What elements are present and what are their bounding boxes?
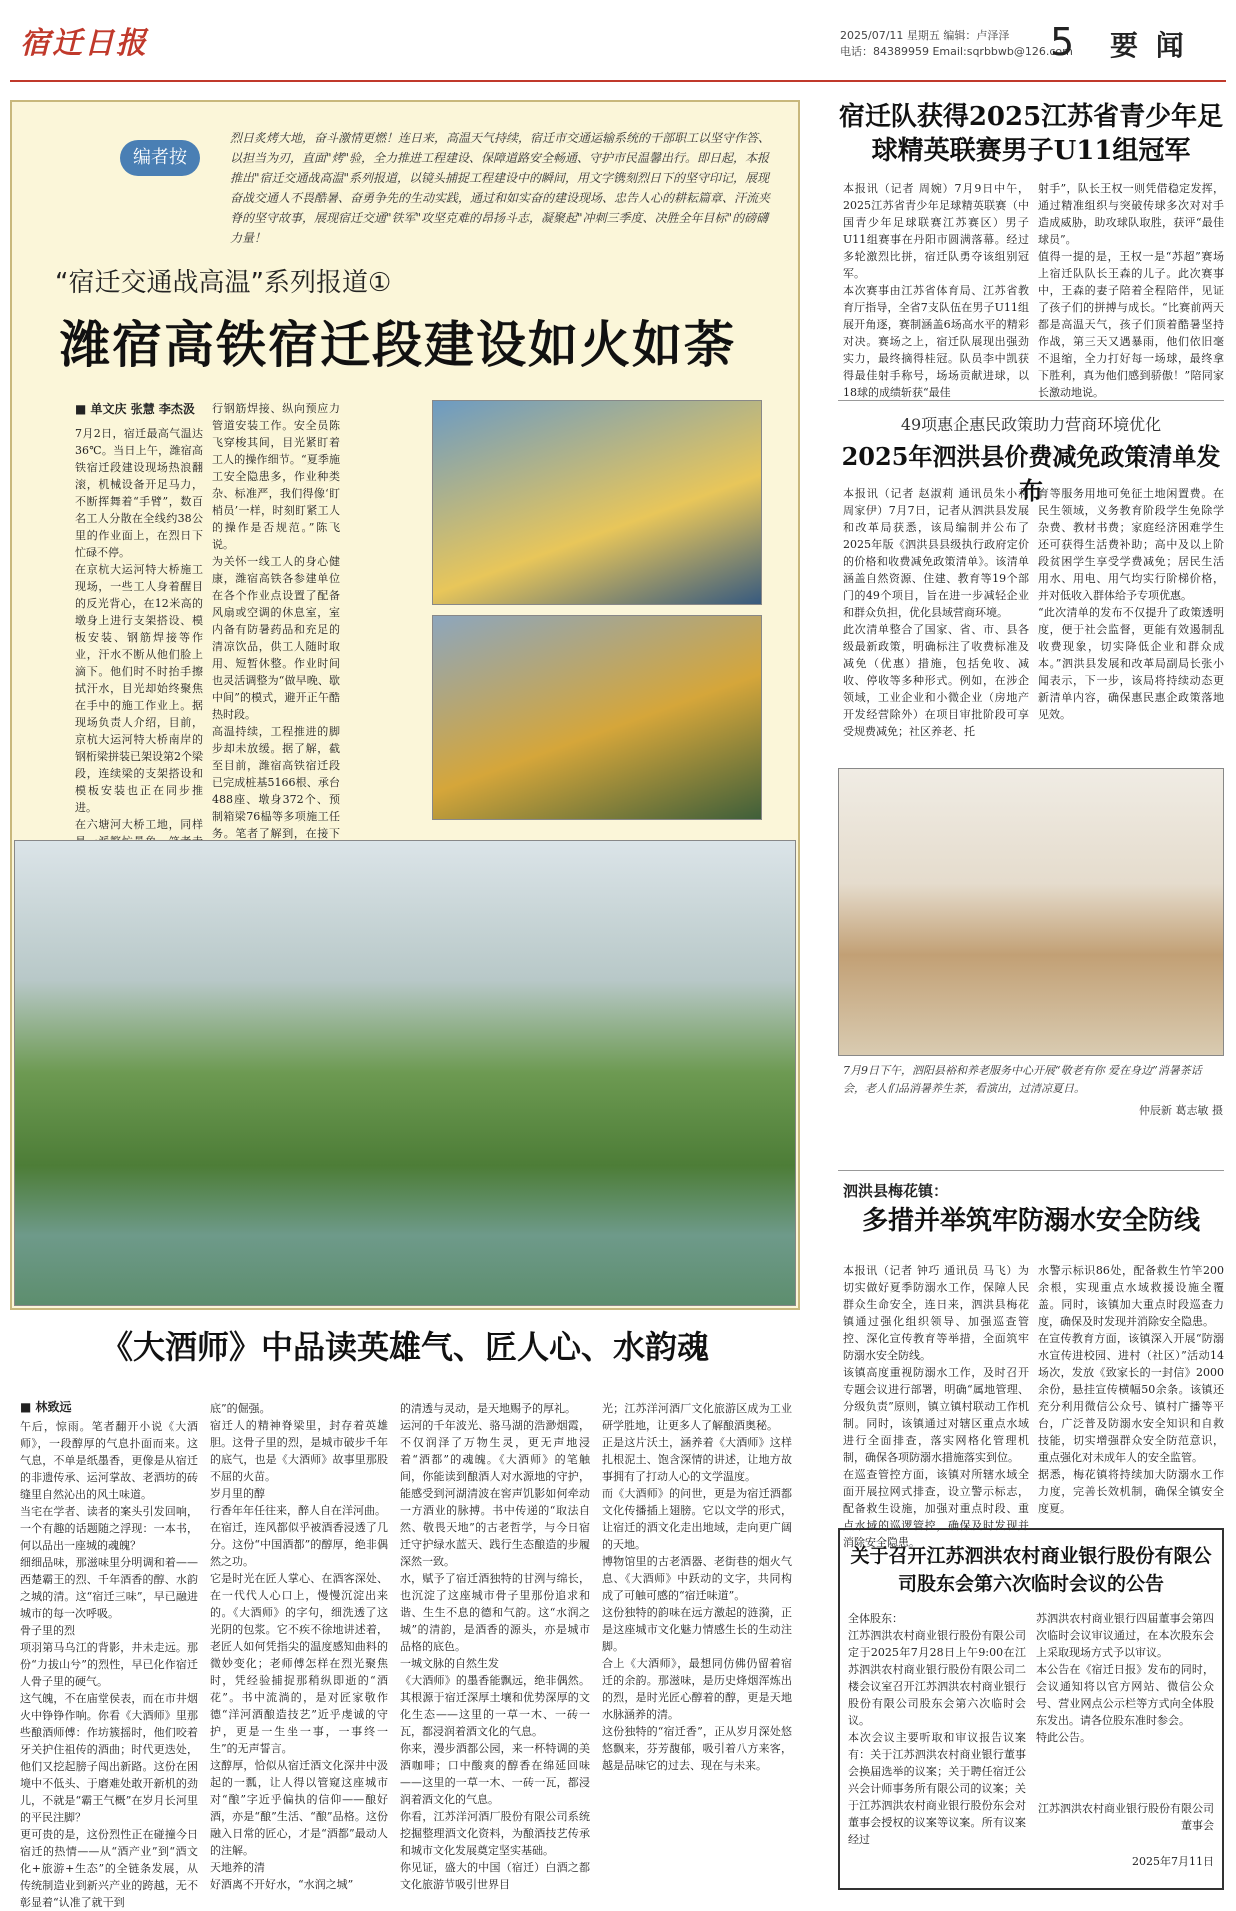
policy-headline: 2025年泗洪县价费减免政策清单发布 <box>841 442 1221 505</box>
culture-col4: 光；江苏洋河酒厂文化旅游区成为工业研学胜地，让更多人了解酿酒奥秘。 正是这片沃土，涵养着《大酒师》这样扎根泥土、饱含深情的讲述，让地方故事拥有了打动人心的文学温度。 而《大酒师》的问世，更是为宿迁酒都文化传播插上翅膀。它以文学的形式，让宿迁的酒文化走出地域，走向更广阔的天地。 博物馆里的古老酒器、老街巷的烟火气息、《大酒师》中跃动的文字，共同构成了可触可感的“宿迁味道”。 这份独特的韵味在远方激起的涟漪，正是这座城市文化魅力情感生长的生动注脚。 合上《大酒师》，最想同仿佛仍留着宿迁的余韵。那滋味，是历史烽烟浑炼出的烈，是时光匠心醇着的醇，更是天地水脉涵养的清。 这份独特的“宿迁香”，正从岁月深处悠悠飘来，芬芳馥郁，吸引着八方来客，越是品味它的过去、现在与未来。 <box>602 1402 792 1772</box>
flood-col1: 本报讯（记者 钟巧 通讯员 马飞）为切实做好夏季防溺水工作，保障人民群众生命安全，连日来，泗洪县梅花镇通过强化组织领导、加强巡查管控、深化宣传教育等举措，全面筑牢防溺水安全防线。 该镇高度重视防溺水工作，及时召开专题会议进行部署，明确“属地管理、分级负责”原则，镇立镇村联动工作机制。同时，该镇通过对辖区重点水域进行全面排查，落实网格化管理机制，确保各项防溺水措施落实到位。 在巡查管控方面，该镇对所辖水域全面开展拉网式排查，设立警示标志，配备救生设施，加强对重点时段、重点水域的巡逻管控，确保及时发现并消除安全隐患。 <box>843 1264 1029 1549</box>
series-title: “宿迁交通战高温”系列报道① <box>55 268 392 298</box>
section-label: 要 闻 <box>1110 29 1188 62</box>
editor-note: 烈日炙烤大地，奋斗激情更燃！连日来，高温天气持续，宿迁市交通运输系统的干部职工以坚守作答、以担当为刃，直面"烤"验，全力推进工程建设、保障道路安全畅通、守护市民温馨出行。即日起，本报推出"宿迁交通战高温"系列报道，以镜头捕捉工程建设中的瞬间，用文字镌刻烈日下的坚守印记，展现奋战交通人不畏酷暑、奋勇争先的生动实践，通过和如实奋的建设现场、忠告人心的耕耘篇章、汗流夹脊的坚守故事，展现宿迁交通"铁军"攻坚克难的昂扬斗志，凝聚起"冲刺三季度、决胜全年目标"的磅礴力量！ <box>230 131 771 245</box>
construction-site-photo <box>14 840 796 1306</box>
policy-kicker: 49项惠企惠民政策助力营商环境优化 <box>900 415 1162 434</box>
policy-col1: 本报讯（记者 赵淑莉 通讯员朱小利 周家伊）7月7日，记者从泗洪县发展和改革局获悉，该局编制并公布了2025年版《泗洪县县级执行政府定价的价格和收费减免政策清单》。该清单涵盖自然资源、住建、教育等19个部门的49个项目，旨在进一步减轻企业和群众负担，优化县域营商环境。 此次清单整合了国家、省、市、县各级最新政策，明确标注了收费标准及减免（优惠）措施，包括免收、减收、停收等多种形式。例如，在涉企领域，工业企业和小微企业（房地产开发经营除外）在项目审批阶段可享受规费减免；社区养老、托 <box>843 487 1029 738</box>
culture-col2: 底”的倔强。 宿迁人的精神脊梁里，封存着英雄胆。这骨子里的烈，是城市破步千年的底气，也是《大酒师》故事里那股不屈的火苗。 岁月里的醇 行香年年任往来，醉人自在洋河曲。 在宿迁，连风都似乎被酒香浸透了几分。这份“中国酒都”的醇厚，绝非偶然之功。 它是时光在匠人掌心、在酒客深处、在一代代人心口上，慢慢沉淀出来的。《大酒师》的字句，细洗透了这光阴的包浆。它不疾不徐地讲述着，老匠人如何凭指尖的温度感知曲料的微妙变化；老师傅怎样在烈光聚焦时，凭经验捕捉那稍纵即逝的“酒花”。书中流淌的，是对匠家敬作德“洋河酒酿造技艺”近乎虔诚的守护，更是一生坐一事，一事终一生”的无声誓言。 这醇厚，恰似从宿迁酒文化深井中汲起的一瓢，让人得以管窥这座城市对“酿”字近乎偏执的信仰——酿好酒，亦是“酿”生活、“酿”品格。这份融入日常的匠心，才是“酒都”最动人的注解。 天地养的清 好酒离不开好水，“水润之城” <box>210 1402 388 1891</box>
masthead-title: 宿迁日报 <box>20 26 148 61</box>
feature-headline: 潍宿高铁宿迁段建设如火如荼 <box>60 316 736 374</box>
feature-col2: 行钢筋焊接、纵向预应力管道安装工作。安全员陈飞穿梭其间，目光紧盯着工人的操作细节。“夏季施工安全隐患多，作业种类杂、标准严，我们得像‘盯梢员’一样，时刻盯紧工人的操作是否规范。”陈飞说。 为关怀一线工人的身心健康，潍宿高铁各参建单位在各个作业点设置了配备风扇或空调的休息室，室内备有防暑药品和充足的清凉饮品，供工人随时取用、短暂休整。作业时间也灵活调整为“做早晚、歇中间”的模式，避开正午酷热时段。 高温持续，工程推进的脚步却未放缓。据了解，截至目前，潍宿高铁宿迁段已完成桩基5166根、承台488座、墩身372个、预制箱梁76榀等多项施工任务。笔者了解到，在接下 <box>212 402 340 840</box>
tea-party-photo <box>838 768 1224 1056</box>
notice-signer: 江苏泗洪农村商业银行股份有限公司董事会 <box>1038 1802 1214 1832</box>
notice-col2: 苏泗洪农村商业银行四届董事会第四次临时会议审议通过，在本次股东会上采取现场方式予以审议。 本公告在《宿迁日报》发布的同时，会议通知将以官方网站、微信公众号、营业网点公示栏等方式向全体股东发出。请各位股东准时参会。 特此公告。 <box>1036 1612 1214 1744</box>
culture-col1: 午后，惊雨。笔者翻开小说《大酒师》，一段醇厚的气息扑面而来。这气息，不单是纸墨香，更像是从宿迁的非遗传承、运河掌故、老酒坊的砖缝里自然沁出的风土味道。 当宅在学者、读者的案头引发回响，一个有趣的话题随之浮现：一本书，何以品出一座城的魂魄？ 细细品味，那滋味里分明调和着——西楚霸王的烈、千年酒香的醇、水韵之城的清。这“宿迁三味”，早已融进城市的每一次呼吸。 骨子里的烈 项羽第马乌江的背影，井未走远。那份“力拔山兮”的烈性，早已化作宿迁人骨子里的硬气。 这气魄，不在庙堂侯表，而在市井烟火中铮铮作响。你看《大酒师》里那些酿酒师傅：作坊簇摇时，他们咬着牙关护住祖传的酒曲；时代更迭处，他们又挖起膀子闯出新路。这份在困境中不低头、于磨难处敢开新机的劲儿，不就是“霸王气概”在岁月长河里的平民注脚？ 更可贵的是，这份烈性正在碰撞今日宿迁的热情——从“酒产业”到“酒文化+旅游+生态”的全链条发展，从传统制造业到新兴产业的跨越，无不彰显着“认准了就干到 <box>20 1420 198 1909</box>
notice-col1: 全体股东： 江苏泗洪农村商业银行股份有限公司定于2025年7月28日上午9:00在江苏泗洪农村商业银行股份有限公司二楼会议室召开江苏泗洪农村商业银行股份有限公司股东会第六次临时会议。 本次会议主要听取和审议报告议案有：关于江苏泗洪农村商业银行董事会换届选举的议案；关于聘任宿迁公兴会计师事务所有限公司的议案；关于江苏泗洪农村商业银行股份东会对董事会授权的议案等议案。所有议案经过 <box>848 1612 1026 1846</box>
flood-col2: 水警示标识86处，配备救生竹竿200余根，实现重点水域救援设施全覆盖。同时，该镇加大重点时段巡查力度，确保及时发现并消除安全隐患。 在宣传教育方面，该镇深入开展“防溺水宣传进校园、进村（社区）”活动14场次，发放《致家长的一封信》2000余份，悬挂宣传横幅50余条。该镇还充分利用微信公众号、镇村广播等平台，广泛普及防溺水安全知识和自救技能，切实增强群众安全防范意识，重点强化对未成年人的安全监管。 据悉，梅花镇将持续加大防溺水工作力度，完善长效机制，确保全镇安全度夏。 <box>1038 1264 1224 1515</box>
policy-col2: 育等服务用地可免征土地闲置费。在民生领域，义务教育阶段学生免除学杂费、教材书费；家庭经济困难学生还可获得生活费补助；高中及以上阶段贫困学生享受学费减免；居民生活用水、用电、用气均实行阶梯价格，并对低收入群体给予专项优惠。 “此次清单的发布不仅提升了政策透明度，便于社会监督，更能有效遏制乱收费现象，切实降低企业和群众成本。”泗洪县发展和改革局副局长张小闻表示，下一步，该局将持续动态更新清单内容，确保惠民惠企政策落地见效。 <box>1038 487 1224 721</box>
flood-kicker: 泗洪县梅花镇： <box>843 1182 949 1200</box>
photo-credit: 仲辰新 葛志敏 摄 <box>1139 1104 1223 1117</box>
football-headline: 宿迁队获得2025江苏省青少年足球精英联赛男子U11组冠军 <box>838 102 1224 166</box>
culture-col3: 的清透与灵动，是天地赐予的厚礼。 运河的千年波光、骆马湖的浩渺烟霞，不仅润泽了万物生灵，更无声地浸着“酒都”的魂魄。《大酒师》的笔触间，你能读到酿酒人对水源地的守护，能感受到河湖清波在窖声饥影如何牵动一方酒业的脉搏。书中传递的“取法自然、敬畏天地”的古老哲学，与今日宿迁守护绿水蓝天、践行生态酿造的步履深然一致。 水，赋予了宿迁酒独特的甘洌与绵长，也沉淀了这座城市骨子里那份追求和谐、生生不息的德和气韵。这“水润之城”的清韵，是酒香的源头，亦是城市品格的底色。 一城文脉的自然生发 《大酒师》的墨香能飘远，绝非偶然。其根源于宿迁深厚土壤和优势深厚的文化生态——这里的一草一木、一砖一瓦，都浸润着酒文化的气息。 你来，漫步酒都公园，来一杯特调的美酒咖啡；口中酸爽的醇香在绵延回味——这里的一草一木、一砖一瓦，都浸润着酒文化的气息。 你看，江苏洋河酒厂股份有限公司系统挖掘整理酒文化资料，为酿酒技艺传承和城市文化发展奠定坚实基础。 你见证，盛大的中国（宿迁）白酒之都文化旅游节吸引世界目 <box>400 1402 590 1891</box>
culture-headline: 《大酒师》中品读英雄气、匠人心、水韵魂 <box>100 1328 709 1366</box>
contact-line: 电话：84389959 Email:sqrbbwb@126.com <box>840 45 1073 58</box>
flood-headline: 多措并举筑牢防溺水安全防线 <box>861 1206 1200 1236</box>
masthead-info <box>840 28 1073 60</box>
top-rule <box>10 80 1226 82</box>
football-col1: 本报讯（记者 周婉）7月9日中午，2025江苏省青少年足球精英联赛（中国青少年足球联赛江苏赛区）男子U11组赛事在丹阳市圆满落幕。经过多轮激烈比拼，宿迁队勇夺该组别冠军。 本次赛事由江苏省体育局、江苏省教育厅指导，全省7支队伍在男子U11组展开角逐，赛制涵盖6场高水平的精彩对决。赛场之上，宿迁队展现出强劲实力，最终摘得桂冠。队员李中凯获得最佳射手称号，场场贡献进球，以18球的成绩斩获“最佳 <box>843 182 1029 399</box>
divider <box>838 400 1224 401</box>
crane-photo <box>432 615 762 820</box>
worker-photo <box>432 400 762 605</box>
date-line: 2025/07/11 星期五 编辑：卢泽泽 <box>840 29 1010 42</box>
photo-caption: 7月9日下午，泗阳县裕和养老服务中心开展“敬老有你 爱在身边”消暑茶话会，老人们品消暑养生茶，看演出，过清凉夏日。 <box>843 1064 1202 1095</box>
feature-byline: ■ 单文庆 张慧 李杰汲 <box>75 402 195 416</box>
notice-title: 关于召开江苏泗洪农村商业银行股份有限公司股东会第六次临时会议的公告 <box>850 1545 1212 1595</box>
feature-col1: 7月2日，宿迁最高气温达36℃。当日上午，潍宿高铁宿迁段建设现场热浪翻滚，机械设备开足马力，不断挥舞着“手臂”，数百名工人分散在全线约38公里的作业面上，在烈日下忙碌不停。 在京杭大运河特大桥施工现场，一些工人身着醒目的反光背心，在12米高的墩身上进行支架搭设、模板安装、钢筋焊接等作业，汗水不断从他们脸上滴下。他们时不时抬手擦拭汗水，目光却始终聚焦在手中的施工作业上。据现场负责人介绍，目前，京杭大运河特大桥南岸的钢桁梁拼装已架设第2个梁段，连续梁的支架搭设和模板安装也正在同步推进。 在六塘河大桥工地，同样 <box>75 427 203 831</box>
notice-date: 2025年7月11日 <box>1132 1855 1214 1868</box>
editor-badge: 编者按 <box>120 140 200 176</box>
culture-byline: ■ 林致远 <box>20 1400 72 1414</box>
football-col2: 射手”，队长王权一则凭借稳定发挥，通过精准组织与突破传球多次对对手造成威胁，助攻球队取胜，获评“最佳球员”。 值得一提的是，王权一是“苏超”赛场上宿迁队队长王森的儿子。此次赛事中，王森的妻子陪着全程陪伴，见证了孩子们的拼搏与成长。“比赛前两天都是高温天气，孩子们顶着酷暑坚持作战，第三天又遇暴雨，他们依旧毫不退缩，全力打好每一场球，最终拿下胜利，真为他们感到骄傲！”陪同家长激动地说。 <box>1038 182 1224 399</box>
divider <box>838 1170 1224 1171</box>
page-number: 5 <box>1050 20 1075 64</box>
